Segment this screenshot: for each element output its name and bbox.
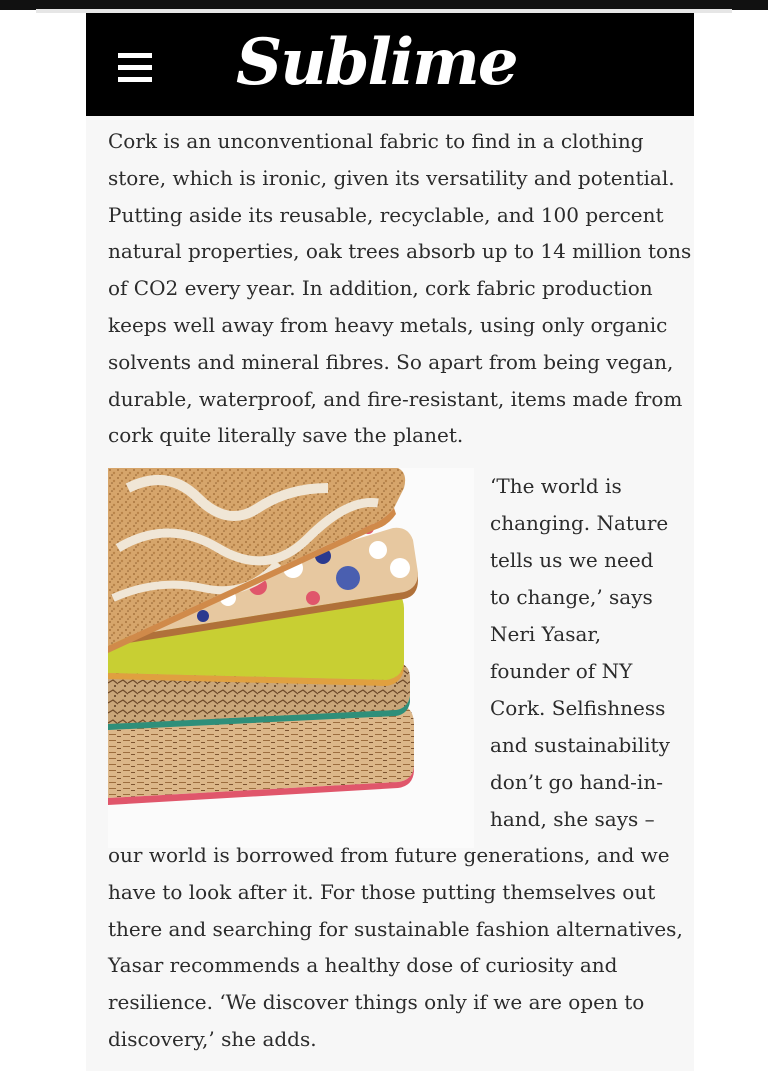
masthead: [86, 13, 694, 116]
text-line: durable, waterproof, and fire-resistant, items made from: [108, 386, 683, 411]
text-line: founder of NY: [490, 659, 633, 683]
text-line: of CO2 every year. In addition, cork fabric production: [108, 276, 653, 301]
text-line: to change,’ says: [490, 585, 653, 609]
text-line: resilience. ‘We discover things only if we are open to: [108, 990, 645, 1015]
text-line: and sustainability: [490, 733, 670, 757]
text-line: keeps well away from heavy metals, using only organic: [108, 312, 668, 337]
text-line: Cork. Selfishness: [490, 696, 666, 720]
text-line: there and searching for sustainable fashion alternatives,: [108, 916, 683, 941]
site-logo[interactable]: Sublime: [236, 25, 517, 100]
text-line: solvents and mineral fibres. So apart from being vegan,: [108, 349, 674, 374]
article-paragraph-1: [108, 123, 692, 454]
article-paragraph-2: [108, 837, 683, 1058]
text-line: Neri Yasar,: [490, 622, 602, 646]
cork-fabric-swatches-image: [108, 468, 474, 848]
text-line: have to look after it. For those putting themselves out: [108, 879, 656, 904]
text-line: don’t go hand-in-: [490, 770, 663, 794]
text-line: hand, she says –: [490, 807, 655, 831]
text-line: our world is borrowed from future generations, and we: [108, 843, 670, 867]
text-line: Yasar recommends a healthy dose of curiosity and: [108, 953, 618, 978]
text-line: cork quite literally save the planet.: [108, 423, 464, 448]
text-line: natural properties, oak trees absorb up to 14 million tons: [108, 239, 692, 264]
text-line: store, which is ironic, given its versatility and potential.: [108, 165, 675, 190]
hamburger-menu-icon[interactable]: [118, 53, 152, 83]
text-line: ‘The world is: [490, 474, 622, 498]
text-line: Cork is an unconventional fabric to find in a clothing: [108, 129, 644, 153]
text-line: tells us we need: [490, 548, 654, 572]
browser-top-bar: [0, 0, 768, 10]
text-line: discovery,’ she adds.: [108, 1026, 317, 1051]
article-page: [86, 13, 694, 1071]
text-line: Putting aside its reusable, recyclable, and 100 percent: [108, 202, 664, 227]
pull-quote: [490, 468, 690, 838]
text-line: changing. Nature: [490, 511, 669, 535]
